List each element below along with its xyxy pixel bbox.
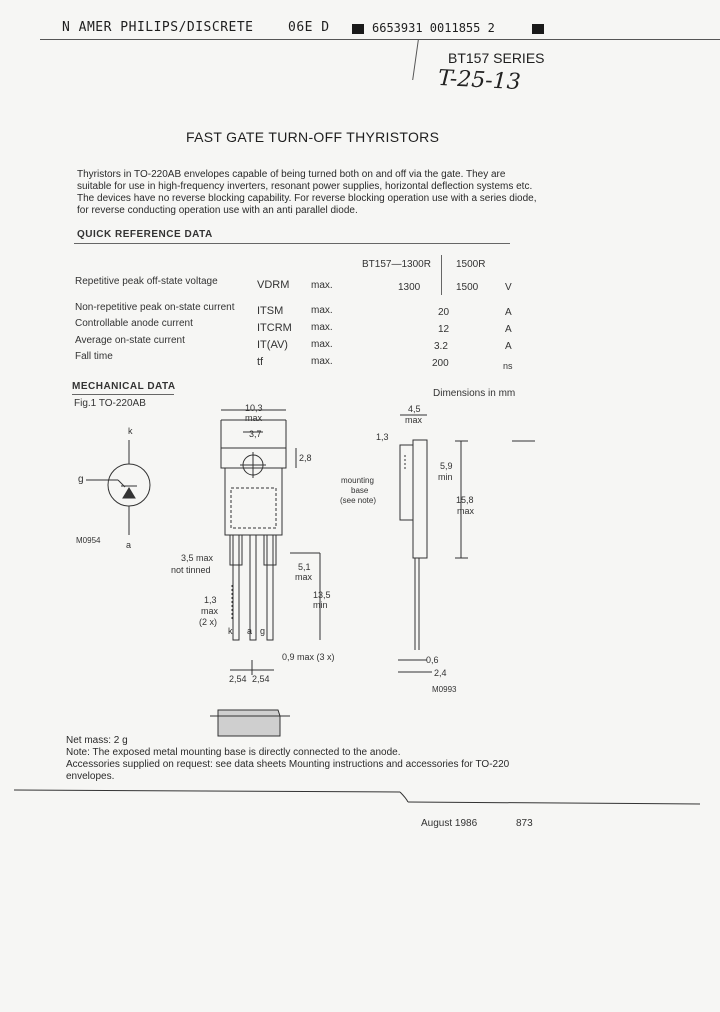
dim-4-5: 4,5 bbox=[408, 404, 421, 414]
thyristor-symbol-icon bbox=[86, 440, 150, 535]
dim-2x: (2 x) bbox=[199, 617, 217, 627]
intro-line-2: suitable for use in high-frequency inverters, resonant power supplies, horizontal deflection systems etc. bbox=[77, 181, 533, 192]
accessories-line-2: envelopes. bbox=[66, 771, 115, 782]
net-mass: Net mass: 2 g bbox=[66, 735, 128, 746]
header-code: 06E D bbox=[288, 20, 330, 35]
dim-2-4: 2,4 bbox=[434, 668, 447, 678]
dim-5-1: 5,1 bbox=[298, 562, 311, 572]
dim-2-8: 2,8 bbox=[299, 453, 312, 463]
dim-10-3: 10,3 bbox=[245, 403, 263, 413]
dim-0-9-max: 0,9 max (3 x) bbox=[282, 652, 335, 662]
row-unit: A bbox=[505, 341, 512, 352]
series-title: BT157 SERIES bbox=[448, 50, 545, 66]
row-unit: ns bbox=[503, 361, 513, 371]
dim-4-5-max: max bbox=[405, 415, 423, 425]
header-company: N AMER PHILIPS/DISCRETE bbox=[62, 20, 254, 35]
intro-line-1: Thyristors in TO-220AB envelopes capable of being turned both on and off via the gate. They are bbox=[77, 169, 506, 180]
mounting-label-1: mounting bbox=[341, 476, 374, 485]
side-view-outline bbox=[398, 415, 535, 672]
symbol-code: M0954 bbox=[76, 536, 101, 545]
dim-5-9-min: min bbox=[438, 472, 453, 482]
dim-1-3-max: max bbox=[201, 606, 219, 616]
pin-label-a: a bbox=[247, 626, 253, 636]
figure-caption: Fig.1 TO-220AB bbox=[74, 398, 146, 409]
drawing-code: M0993 bbox=[432, 685, 457, 694]
quick-reference-heading: QUICK REFERENCE DATA bbox=[77, 229, 213, 240]
row-value-1: 1300 bbox=[398, 282, 421, 293]
dim-2-54-a: 2,54 bbox=[229, 674, 247, 684]
row-param: Fall time bbox=[75, 351, 113, 362]
row-unit: A bbox=[505, 324, 512, 335]
row-value-2: 1500 bbox=[456, 282, 479, 293]
row-cond: max. bbox=[311, 356, 333, 367]
row-symbol: VDRM bbox=[257, 279, 290, 291]
row-cond: max. bbox=[311, 305, 333, 316]
col-head-1: BT157—1300R bbox=[362, 259, 431, 270]
dim-13-5-min: min bbox=[313, 600, 328, 610]
dim-not-tinned: not tinned bbox=[171, 565, 211, 575]
dim-15-8-max: max bbox=[457, 506, 475, 516]
row-symbol: ITSM bbox=[257, 305, 284, 317]
row-value-1: 3.2 bbox=[434, 341, 448, 352]
dim-10-3-max: max bbox=[245, 413, 263, 423]
row-symbol: ITCRM bbox=[257, 322, 292, 334]
row-cond: max. bbox=[311, 322, 333, 333]
row-param: Repetitive peak off-state voltage bbox=[75, 276, 218, 287]
row-param: Controllable anode current bbox=[75, 318, 193, 329]
footer-date: August 1986 bbox=[421, 818, 478, 829]
page-title: FAST GATE TURN-OFF THYRISTORS bbox=[186, 129, 440, 145]
row-value-1: 12 bbox=[438, 324, 450, 335]
row-symbol: tf bbox=[257, 356, 264, 368]
dimensions-note: Dimensions in mm bbox=[433, 388, 516, 399]
accessories-line-1: Accessories supplied on request: see data sheets Mounting instructions and accessories for TO-220 bbox=[66, 759, 510, 770]
row-param: Average on-state current bbox=[75, 335, 185, 346]
package-profile-outline bbox=[218, 710, 280, 736]
row-value-1: 200 bbox=[432, 358, 449, 369]
dim-13-5: 13,5 bbox=[313, 590, 331, 600]
intro-line-4: for reverse conducting operation use with an anti parallel diode. bbox=[77, 205, 358, 216]
dim-15-8: 15,8 bbox=[456, 495, 474, 505]
row-value-1: 20 bbox=[438, 307, 450, 318]
dim-1-3: 1,3 bbox=[204, 595, 217, 605]
anode-note: Note: The exposed metal mounting base is directly connected to the anode. bbox=[66, 747, 401, 758]
row-unit: V bbox=[505, 282, 512, 293]
dim-5-1-max: max bbox=[295, 572, 313, 582]
symbol-label-a: a bbox=[126, 540, 132, 550]
row-param: Non-repetitive peak on-state current bbox=[75, 302, 235, 313]
row-cond: max. bbox=[311, 339, 333, 350]
row-unit: A bbox=[505, 307, 512, 318]
dim-0-6: 0,6 bbox=[426, 655, 439, 665]
dim-2-54-b: 2,54 bbox=[252, 674, 270, 684]
row-cond: max. bbox=[311, 280, 333, 291]
pin-label-g: g bbox=[260, 626, 266, 636]
header-number: 6653931 0011855 2 bbox=[372, 21, 495, 35]
mounting-label-3: (see note) bbox=[340, 496, 377, 505]
dim-5-9: 5,9 bbox=[440, 461, 453, 471]
symbol-label-k: k bbox=[128, 426, 133, 436]
row-symbol: IT(AV) bbox=[257, 339, 288, 351]
front-view-outline bbox=[221, 410, 320, 675]
page-number: 873 bbox=[516, 818, 533, 829]
symbol-label-g: g bbox=[78, 474, 84, 485]
pin-label-k: k bbox=[228, 626, 233, 636]
mounting-label-2: base bbox=[351, 486, 369, 495]
dim-3-5-max: 3,5 max bbox=[181, 553, 214, 563]
mechanical-heading: MECHANICAL DATA bbox=[72, 381, 176, 392]
intro-line-3: The devices have no reverse blocking capability. For reverse blocking operation use with a series diode, bbox=[77, 193, 537, 204]
col-head-2: 1500R bbox=[456, 259, 486, 270]
dim-3-7: 3,7 bbox=[249, 429, 262, 439]
dim-1-3-side: 1,3 bbox=[376, 432, 389, 442]
handwritten-code: T-25-13 bbox=[437, 65, 522, 96]
